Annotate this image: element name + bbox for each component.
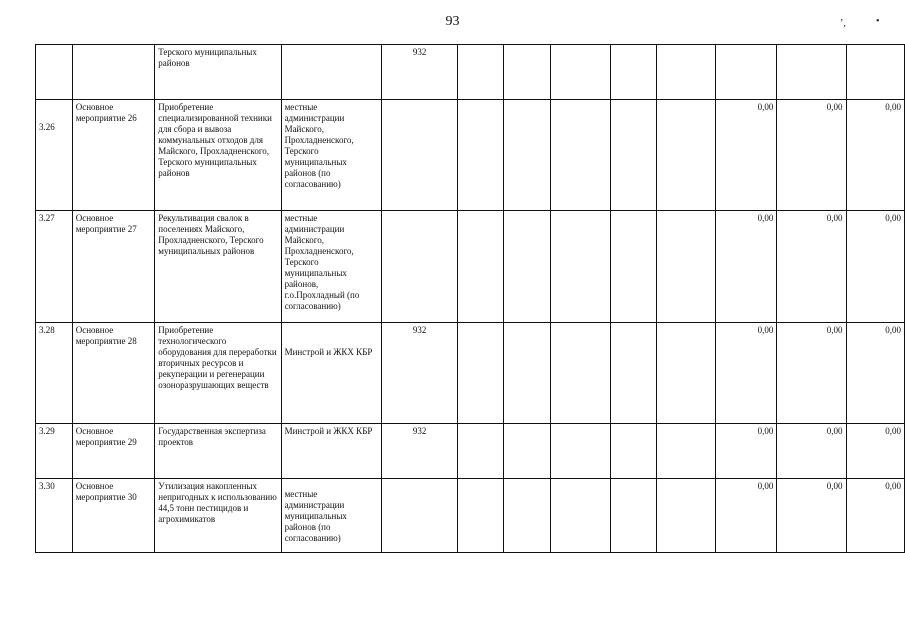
table-row [36,100,905,211]
budget-code [382,100,458,211]
event-name: Основное мероприятие 30 [72,479,155,553]
event-description: Терского муниципальных районов [155,45,281,100]
table-row [36,323,905,424]
event-description: Рекультивация свалок в поселениях Майского, Прохладненского, Терского муниципальных районов [155,211,281,323]
program-activities-table [35,44,905,553]
value-cell [716,45,777,100]
executor: местные администрации Майского, Прохладненского, Терского муниципальных районов (по согласованию) [281,100,382,211]
row-number: 3.30 [36,479,73,553]
value-cell [777,45,846,100]
budget-code: 932 [382,323,458,424]
table-row [36,479,905,553]
value-cell: 0,00 [716,424,777,479]
event-description: Приобретение технологического оборудования для переработки вторичных ресурсов и рекуперации и регенерации озоноразрушающих веществ [155,323,281,424]
row-number: 3.27 [36,211,73,323]
event-name: Основное мероприятие 26 [72,100,155,211]
row-number [36,45,73,100]
page-number: 93 [445,14,460,29]
executor [281,45,382,100]
value-cell: 0,00 [777,323,846,424]
budget-code [382,211,458,323]
executor: Минстрой и ЖКХ КБР [281,424,382,479]
event-name [72,45,155,100]
event-name: Основное мероприятие 28 [72,323,155,424]
value-cell: 0,00 [846,323,904,424]
row-number: 3.29 [36,424,73,479]
event-description: Утилизация накопленных непригодных к использованию 44,5 тонн пестицидов и агрохимикатов [155,479,281,553]
value-cell: 0,00 [716,100,777,211]
event-description: Государственная экспертиза проектов [155,424,281,479]
value-cell: 0,00 [777,211,846,323]
scan-mark: ʼ, [840,18,846,29]
value-cell: 0,00 [716,323,777,424]
executor: Минстрой и ЖКХ КБР [284,347,373,357]
value-cell [846,45,904,100]
value-cell: 0,00 [846,479,904,553]
budget-code: 932 [382,424,458,479]
value-cell: 0,00 [846,424,904,479]
table-row [36,211,905,323]
value-cell: 0,00 [716,479,777,553]
event-description: Приобретение специализированной техники для сбора и вывоза коммунальных отходов для Майского, Прохладненского, Терского муниципальных районов [155,100,281,211]
value-cell: 0,00 [716,211,777,323]
event-name: Основное мероприятие 27 [72,211,155,323]
value-cell: 0,00 [777,100,846,211]
value-cell: 0,00 [777,479,846,553]
value-cell: 0,00 [846,100,904,211]
event-name: Основное мероприятие 29 [72,424,155,479]
executor: местные администрации муниципальных районов (по согласованию) [284,489,347,543]
value-cell: 0,00 [846,211,904,323]
budget-code [382,479,458,553]
executor: местные администрации Майского, Прохладненского, Терского муниципальных районов, г.о.Прохладный (по согласованию) [281,211,382,323]
scan-dot: • [876,16,880,27]
row-number: 3.28 [36,323,73,424]
row-number: 3.26 [39,122,55,132]
value-cell: 0,00 [777,424,846,479]
table-row [36,424,905,479]
table-row [36,45,905,100]
budget-code: 932 [382,45,458,100]
